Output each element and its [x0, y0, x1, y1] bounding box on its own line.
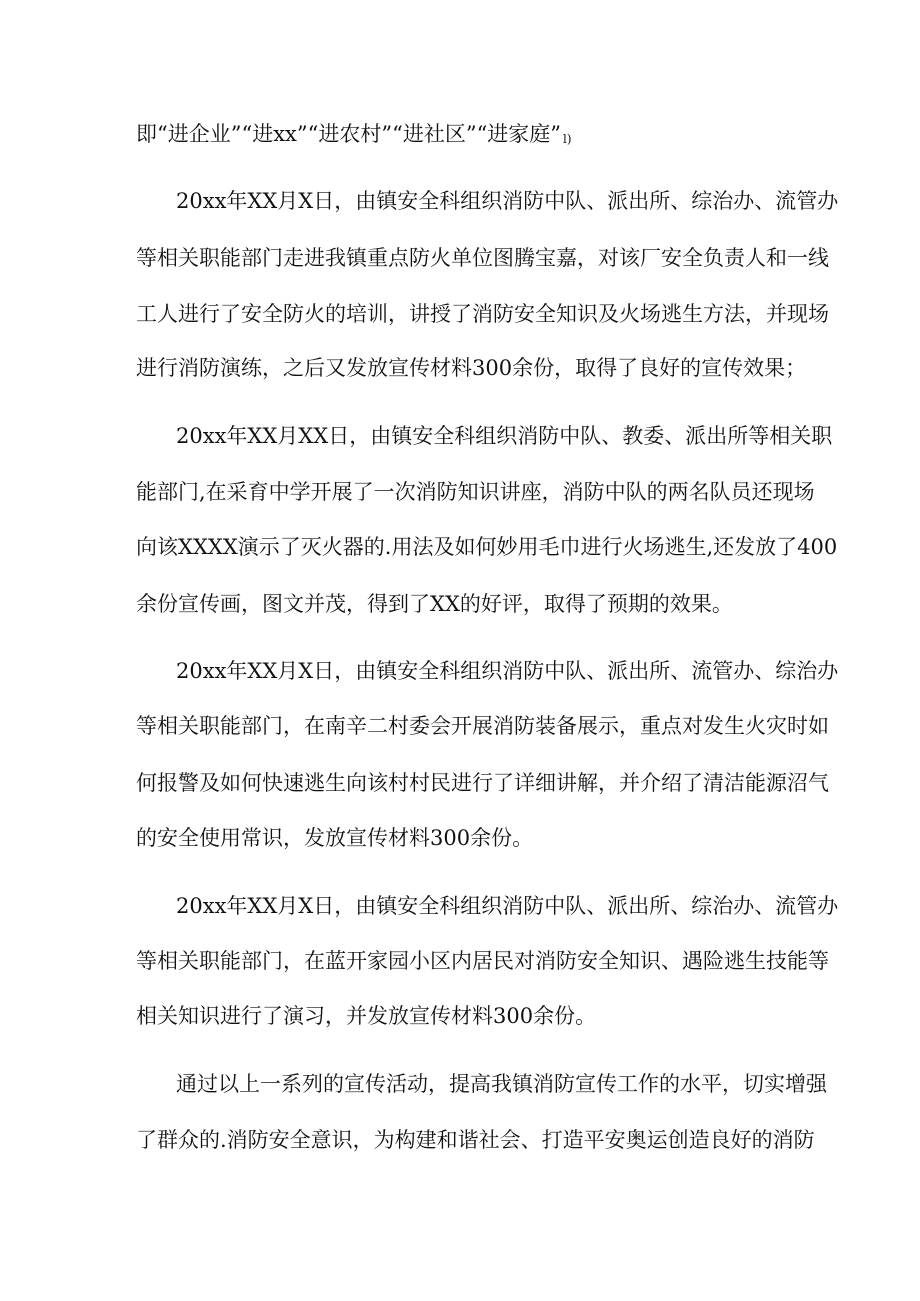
line-text: 20xx年XX月X日，由镇安全科组织消防中队、派出所、综治办、流管办: [176, 189, 839, 213]
line-text: 工人进行了安全防火的培训，讲授了消防安全知识及火场逃生方法，并现场: [136, 302, 829, 326]
paragraph-2-line-1: [0, 416, 920, 456]
paragraph-1-line-4: [0, 348, 920, 388]
line-text: 等相关职能部门走进我镇重点防火单位图腾宝嘉，对该厂安全负责人和一线: [136, 246, 829, 270]
paragraph-3-line-3: [0, 763, 920, 803]
line-text: 20xx年XX月X日，由镇安全科组织消防中队、派出所、综治办、流管办: [176, 894, 839, 918]
line-text: 何报警及如何快速逃生向该村村民进行了详细讲解，并介绍了清洁能源沼气: [136, 771, 829, 795]
line-text: 通过以上一系列的宣传活动，提高我镇消防宣传工作的水平，切实增强: [176, 1072, 827, 1096]
paragraph-1-line-3: [0, 294, 920, 334]
paragraph-2-line-3: [0, 527, 920, 567]
line-text: 余份宣传画，图文并茂，得到了XX的好评，取得了预期的效果。: [136, 592, 733, 616]
paragraph-3-line-1: [0, 651, 920, 691]
paragraph-2-line-2: [0, 472, 920, 512]
paragraph-4-line-1: [0, 886, 920, 926]
line-text: 等相关职能部门，在南辛二村委会开展消防装备展示，重点对发生火灾时如: [136, 714, 829, 738]
paragraph-5-line-1: [0, 1064, 920, 1104]
line-text: 了群众的.消防安全意识，为构建和谐社会、打造平安奥运创造良好的消防: [136, 1128, 815, 1152]
line-text: 向该XXXX演示了灭火器的.用法及如何妙用毛巾进行火场逃生,还发放了400: [136, 535, 838, 559]
paragraph-1-line-2: [0, 238, 920, 278]
paragraph-2-line-4: [0, 584, 920, 624]
paragraph-4-line-3: [0, 996, 920, 1036]
line-text: 的安全使用常识，发放宣传材料300余份。: [136, 826, 534, 850]
line-text: 等相关职能部门，在蓝开家园小区内居民对消防安全知识、遇险逃生技能等: [136, 949, 829, 973]
paragraph-3-line-4: [0, 818, 920, 858]
paragraph-5-line-2: [0, 1120, 920, 1160]
line-text: 20xx年XX月X日，由镇安全科组织消防中队、派出所、流管办、综治办: [176, 659, 839, 683]
line-text: 能部门,在采育中学开展了一次消防知识讲座，消防中队的两名队员还现场: [136, 480, 815, 504]
paragraph-3-line-2: [0, 706, 920, 746]
intro-line: [0, 114, 920, 154]
line-text: 进行消防演练，之后又发放宣传材料300余份，取得了良好的宣传效果；: [136, 356, 807, 380]
paragraph-1-line-1: [0, 181, 920, 221]
line-text: 20xx年XX月XX日，由镇安全科组织消防中队、教委、派出所等相关职: [176, 424, 833, 448]
line-text: 相关知识进行了演习，并发放宣传材料300余份。: [136, 1004, 597, 1028]
intro-note: l): [563, 132, 572, 146]
paragraph-4-line-2: [0, 941, 920, 981]
intro-text: 即“进企业”“进xx”“进农村”“进社区”“进家庭”: [136, 122, 562, 146]
